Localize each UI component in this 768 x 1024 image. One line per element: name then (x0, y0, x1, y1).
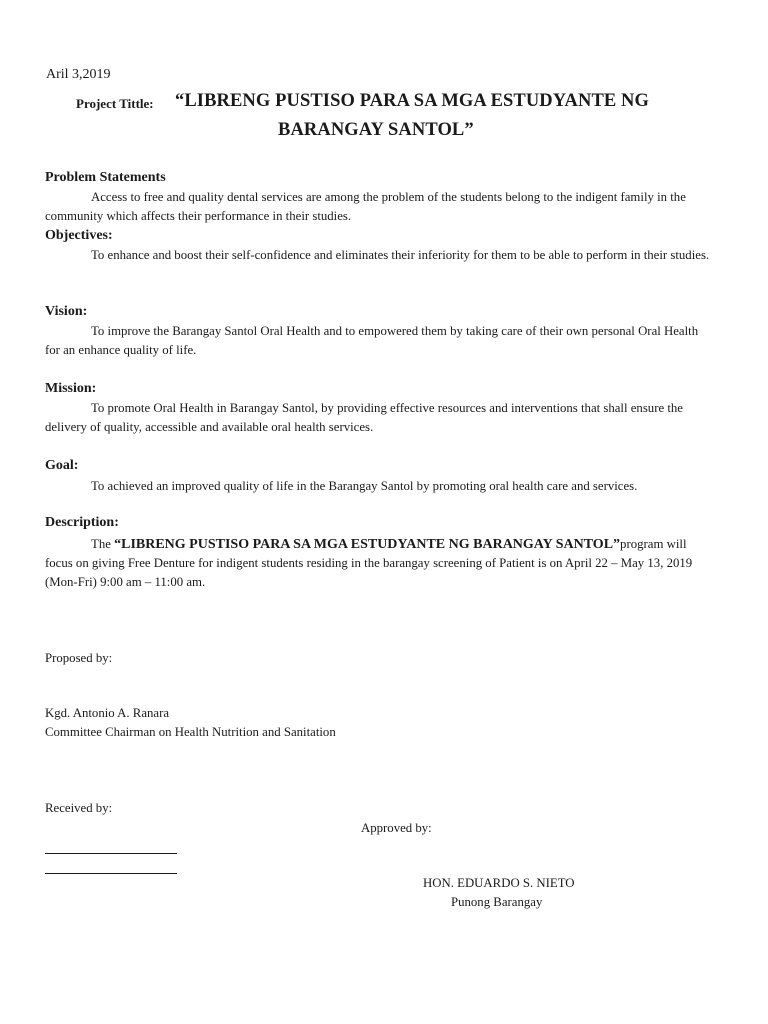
vision-body: To improve the Barangay Santol Oral Health and to empowered them by taking care of their own personal Oral Health for an enhance quality of life. (45, 324, 699, 357)
received-signature-line-2 (45, 873, 177, 874)
mission-heading: Mission: (45, 381, 97, 396)
project-title-label: Project Tittle: (76, 96, 154, 111)
description-text: program will focus on giving Free Denture for indigent students residing in the barangay screening of Patient is on April 22 – May 13, 2019 (Mon-Fri) 9:00 am – 11:00 am. (45, 537, 693, 589)
project-title-line1: “LIBRENG PUSTISO PARA SA MGA ESTUDYANTE NG (175, 91, 649, 111)
proposed-by-label: Proposed by: (45, 651, 113, 665)
goal-body: To achieved an improved quality of life in the Barangay Santol by promoting oral health care and services. (91, 479, 638, 493)
mission-body: To promote Oral Health in Barangay Santol, by providing effective resources and interventions that shall ensure the delivery of quality, accessible and available oral health services. (45, 401, 683, 434)
received-signature-line-1 (45, 853, 177, 854)
objectives-body: To enhance and boost their self-confidence and eliminates their inferiority for them to be able to perform in their studies. (91, 248, 710, 262)
vision-heading: Vision: (45, 304, 88, 319)
approver-name: HON. EDUARDO S. NIETO (423, 876, 575, 890)
problem-statements-heading: Problem Statements (45, 170, 166, 185)
document-date: Aril 3,2019 (46, 67, 111, 82)
description-body (45, 535, 715, 592)
description-program-name: “LIBRENG PUSTISO PARA SA MGA ESTUDYANTE NG BARANGAY SANTOL” (114, 537, 621, 552)
goal-heading: Goal: (45, 458, 79, 473)
approver-title: Punong Barangay (451, 895, 543, 909)
proposer-title: Committee Chairman on Health Nutrition and Sanitation (45, 725, 336, 739)
description-heading: Description: (45, 515, 119, 530)
proposer-name: Kgd. Antonio A. Ranara (45, 706, 170, 720)
project-title-line2: BARANGAY SANTOL” (278, 120, 474, 140)
approved-by-label: Approved by: (361, 821, 432, 835)
received-by-label: Received by: (45, 801, 113, 815)
problem-statements-body: Access to free and quality dental services are among the problem of the students belong to the indigent family in the community which affects their performance in their studies. (45, 190, 686, 223)
objectives-heading: Objectives: (45, 228, 113, 243)
description-lead: The (91, 537, 115, 551)
